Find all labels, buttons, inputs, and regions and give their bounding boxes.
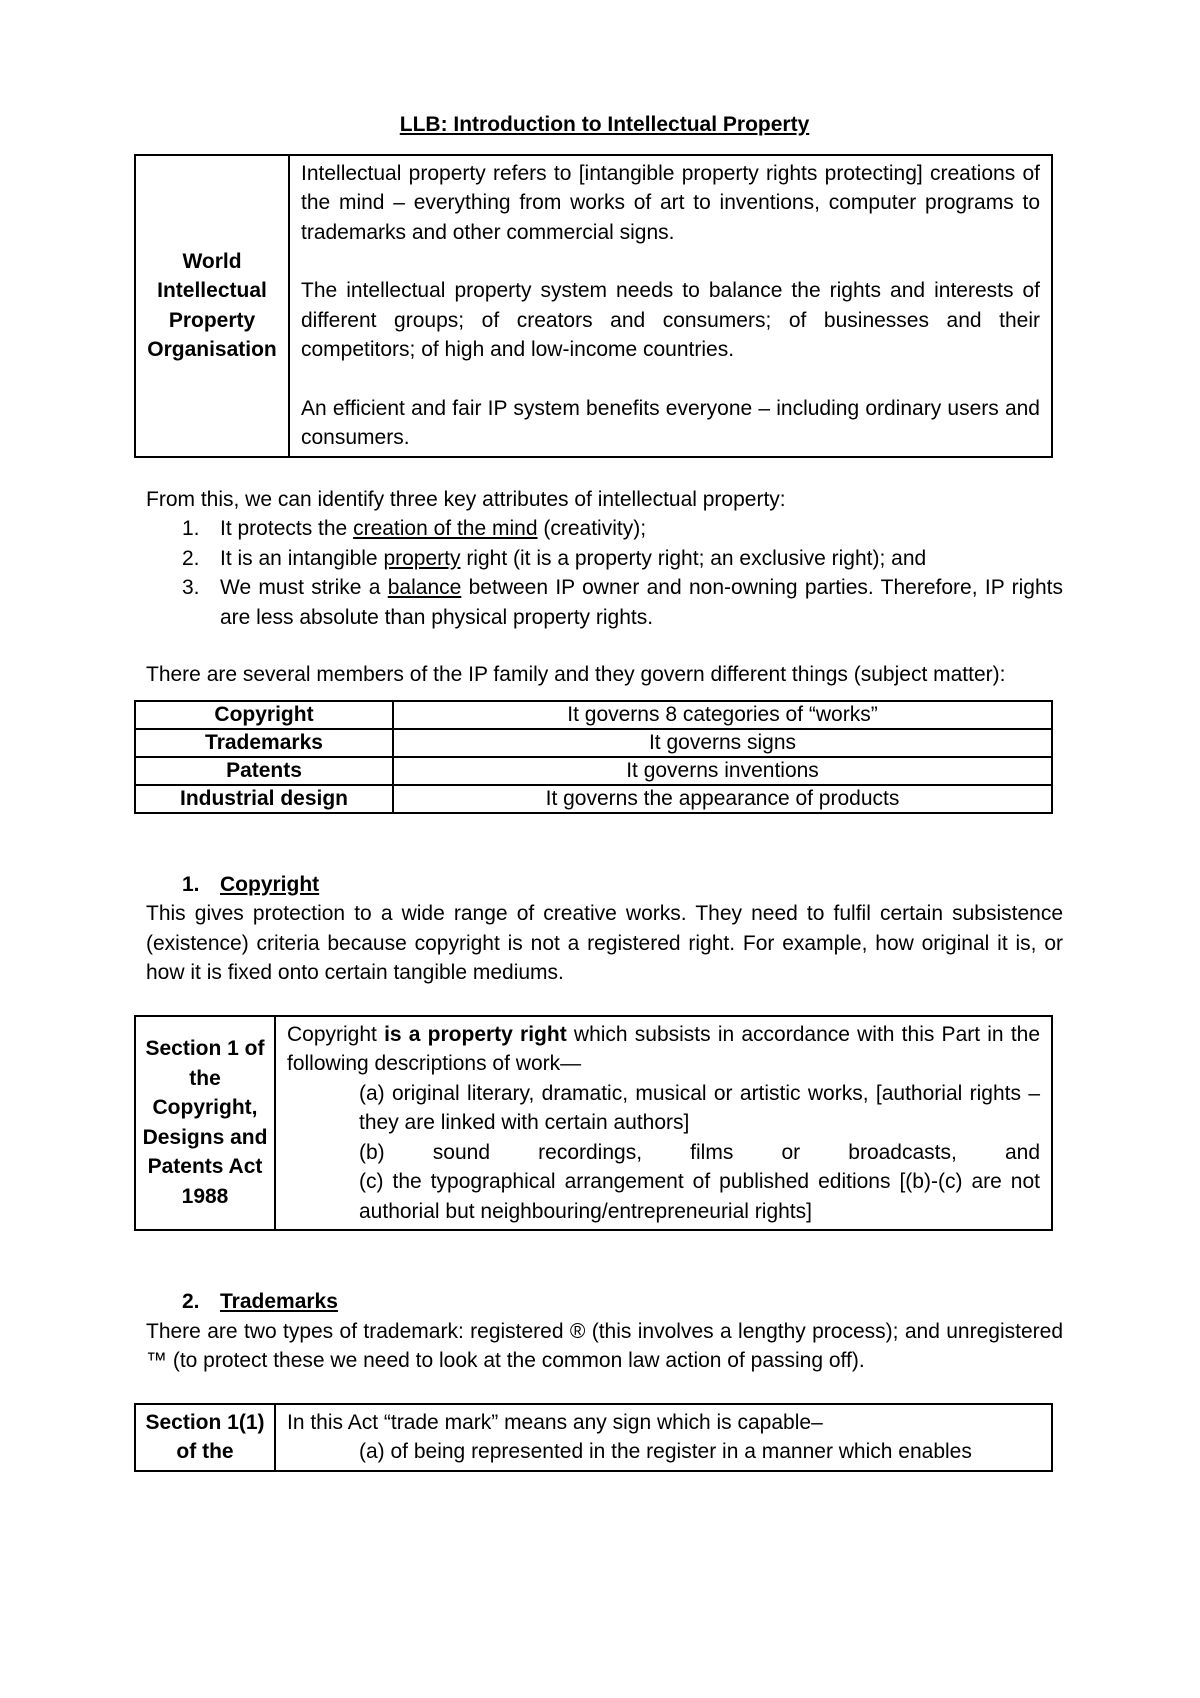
section-subclause: (a) original literary, dramatic, musical or artistic works, [authorial rights – they are linked with certain authors] [359,1081,1040,1134]
ip-right-name: Trademarks [135,729,393,757]
list-text: right (it is a property right; an exclusive right); and [460,546,927,570]
underlined-term: balance [387,576,462,599]
ip-family-table [134,700,1053,814]
wipo-label: World Intellectual Property Organisation [135,155,289,457]
ip-right-name: Copyright [135,701,393,729]
document-page [142,110,1063,1472]
ip-right-subject: It governs 8 categories of “works” [393,701,1052,729]
family-intro: There are several members of the IP family and they govern different things (subject matter): [146,663,1006,686]
table-row [135,785,1052,813]
heading-number: 1. [182,872,200,896]
ip-right-subject: It governs signs [393,729,1052,757]
trademarks-heading [146,1287,1063,1317]
emphasis: is a property right [384,1022,567,1046]
list-item [146,514,1063,544]
underlined-term: creation of the mind [353,517,538,540]
section-lead: In this Act “trade mark” means any sign which is capable– [287,1410,823,1434]
attributes-intro: From this, we can identify three key attributes of intellectual property: [146,487,786,511]
section-text: Copyright [287,1022,385,1046]
list-text: between IP owner and non-owning parties. Therefore, IP rights are less absolute than physical property rights. [220,576,1063,629]
table-row [135,701,1052,729]
wipo-paragraph: The intellectual property system needs to balance the rights and interests of different groups; of creators and consumers; of businesses and their competitors; of high and low-income countries. [301,279,1040,361]
copyright-heading [146,870,1063,900]
copyright-text: This gives protection to a wide range of creative works. They need to fulfil certain subsistence (existence) criteria because copyright is not a registered right. For example, how original it is, or how it is fixed onto certain tangible mediums. [146,902,1063,984]
document-title: LLB: Introduction to Intellectual Property [399,113,810,136]
list-text: It protects the [220,517,354,540]
ip-right-subject: It governs the appearance of products [393,785,1052,813]
tma-section-text [275,1404,1052,1471]
list-number: 1. [182,517,200,540]
wipo-definition-table [134,154,1053,458]
section-subclause: (b) sound recordings, films or broadcasts, and [359,1140,1040,1164]
heading-text: Copyright [220,872,320,896]
section-text: which subsists in accordance with this Part in the following descriptions of work— [287,1022,1041,1075]
cdpa-section-table [134,1015,1053,1232]
section-subclause: (c) the typographical arrangement of published editions [(b)-(c) are not authorial but neighbouring/entrepreneurial rights] [359,1170,1040,1223]
heading-text: Trademarks [220,1290,338,1313]
list-text: It is an intangible [220,546,384,570]
heading-number: 2. [182,1290,200,1313]
trademarks-text: There are two types of trademark: registered ® (this involves a lengthy process); and unregistered ™ (to protect these we need to look at the common law action of passing off). [146,1319,1063,1372]
tma-section-table [134,1403,1053,1472]
list-number: 3. [182,576,200,599]
cdpa-section-label: Section 1 of the Copyright, Designs and Patents Act 1988 [135,1016,275,1231]
section-lead [287,1020,1040,1079]
list-text: We must strike a [220,576,388,599]
list-item [146,573,1063,632]
underlined-term: property [383,546,461,570]
list-item [146,544,1063,574]
attributes-list [146,514,1063,632]
ip-right-name: Patents [135,757,393,785]
table-row [135,729,1052,757]
wipo-definition [289,155,1052,457]
list-number: 2. [182,546,200,570]
list-text: (creativity); [537,517,647,540]
tma-section-label: Section 1(1) of the [135,1404,275,1471]
wipo-paragraph: Intellectual property refers to [intangible property rights protecting] creations of the mind – everything from works of art to inventions, computer programs to trademarks and other commercial signs. [301,161,1040,244]
section-subclause: (a) of being represented in the register in a manner which enables [359,1440,972,1463]
ip-right-name: Industrial design [135,785,393,813]
cdpa-section-text [275,1016,1052,1231]
table-row [135,757,1052,785]
ip-right-subject: It governs inventions [393,757,1052,785]
wipo-paragraph: An efficient and fair IP system benefits everyone – including ordinary users and consumers. [301,396,1040,449]
